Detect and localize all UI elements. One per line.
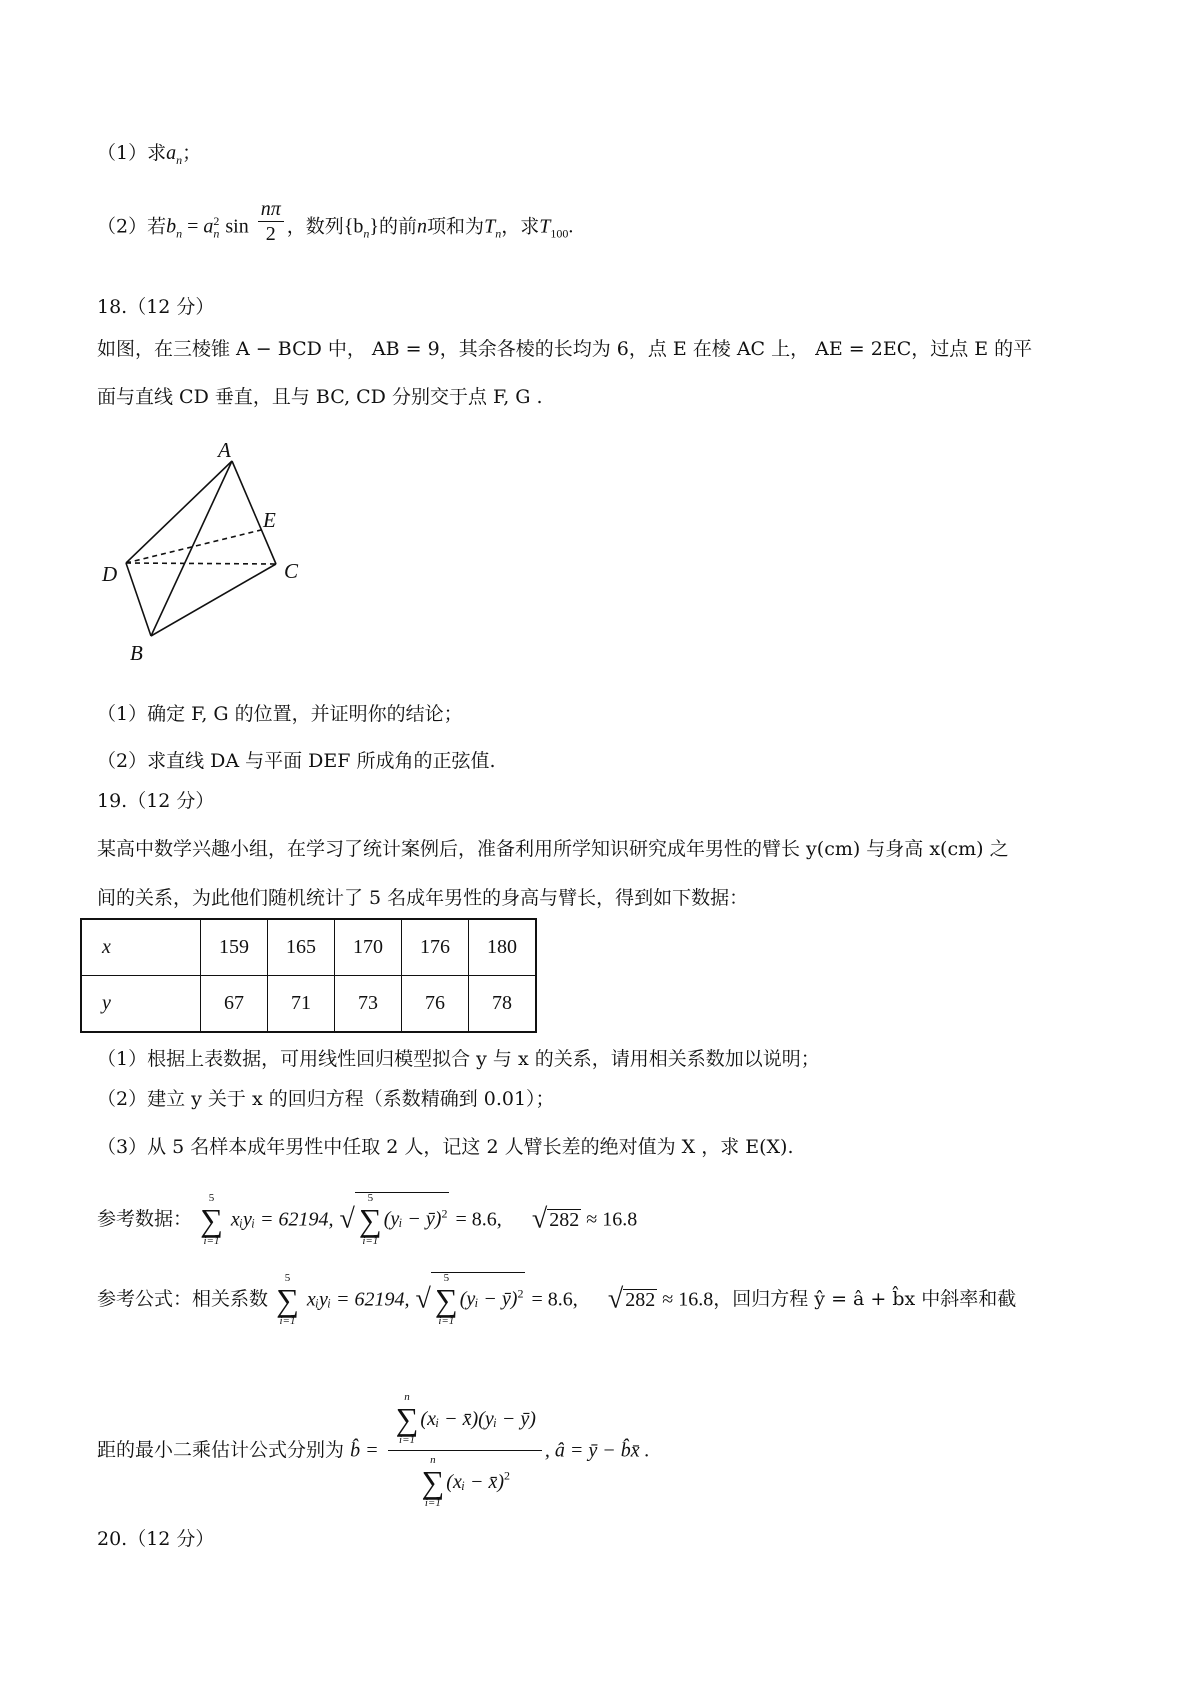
- sum-symbol: 5 ∑ i=1: [200, 1191, 223, 1247]
- label-C: C: [284, 559, 299, 583]
- label-A: A: [218, 438, 231, 462]
- label-E: E: [263, 508, 276, 532]
- segment-DE: [126, 530, 261, 563]
- q20-header: 20.（12 分）: [97, 1528, 215, 1550]
- q18-part2: （2）求直线 DA 与平面 DEF 所成角的正弦值.: [97, 750, 496, 772]
- q19-part2: （2）建立 y 关于 x 的回归方程（系数精确到 0.01）；: [97, 1088, 555, 1110]
- q19-part1: （1）根据上表数据，可用线性回归模型拟合 y 与 x 的关系，请用相关系数加以说明；: [97, 1048, 820, 1070]
- label-D: D: [102, 562, 118, 586]
- q19-line1: 某高中数学兴趣小组，在学习了统计案例后，准备利用所学知识研究成年男性的臂长 y(cm) 与身高 x(cm) 之: [97, 838, 1009, 860]
- q18-header: 18.（12 分）: [97, 296, 215, 318]
- tetrahedron-figure: [90, 435, 350, 670]
- label-B: B: [130, 641, 143, 665]
- q19-line2: 间的关系，为此他们随机统计了 5 名成年男性的身高与臂长，得到如下数据：: [97, 887, 749, 909]
- bhat-fraction: n ∑ i=1 (xᵢ − x̄)(yᵢ − ȳ) n ∑ i=1 (xᵢ − x̄)$^2$: [388, 1392, 542, 1509]
- ref-data-line: 参考数据： 5 ∑ i=1 xᵢyᵢ = 62194, √ 5 ∑ i=1 (yᵢ − ȳ)$^2$ = 8.6, √ 282 ≈ 16.8: [97, 1191, 638, 1247]
- edge-DC: [126, 563, 276, 564]
- edge-AB: [151, 461, 232, 636]
- data-table: [80, 918, 537, 1033]
- edge-DB: [126, 563, 151, 636]
- ref-formula-line: 参考公式：相关系数 5 ∑ i=1 xᵢyᵢ = 62194, √ 5 ∑ i=1 (yᵢ − ȳ)$^2$ = 8.6, √ 282 ≈ 16.8，回归方程 ŷ = â + b̂x 中斜率和截: [97, 1271, 1017, 1327]
- q18-part1: （1）确定 F, G 的位置，并证明你的结论；: [97, 703, 463, 725]
- table-row-y: y 67 71 73 76 78: [81, 976, 536, 1033]
- edge-BC: [151, 564, 276, 636]
- q18-line1: 如图，在三棱锥 A − BCD 中， AB = 9，其余各棱的长均为 6，点 E 在棱 AC 上， AE = 2EC，过点 E 的平: [97, 338, 1033, 360]
- q17-part1: （1）求$a_n$；: [97, 142, 202, 167]
- table-row-x: x 159 165 170 176 180: [81, 919, 536, 976]
- least-squares-line: 距的最小二乘估计公式分别为 b̂ = n ∑ i=1 (xᵢ − x̄)(yᵢ − ȳ) n ∑ i=1 (xᵢ − x̄)$^2$ , â = ȳ − b̂x̄ .: [97, 1391, 650, 1509]
- sqrt-sum: 5 ∑ i=1 (yᵢ − ȳ)$^2$: [355, 1192, 450, 1247]
- q18-line2: 面与直线 CD 垂直，且与 BC, CD 分别交于点 F, G .: [97, 386, 543, 408]
- q19-header: 19.（12 分）: [97, 790, 215, 812]
- q19-part3: （3）从 5 名样本成年男性中任取 2 人，记这 2 人臂长差的绝对值为 X ，求 E(X).: [97, 1136, 794, 1158]
- edge-AD: [126, 461, 232, 563]
- q17-part2: （2）若$b_n = a_n^2$ sin $\frac{n\pi}{2}$ ，数列$\{b_n\}$的前n项和为$T_n$，求$T_{100}$.: [97, 198, 574, 245]
- n-pi-over-2-fraction: $\frac{n\pi}{2}$: [258, 199, 284, 244]
